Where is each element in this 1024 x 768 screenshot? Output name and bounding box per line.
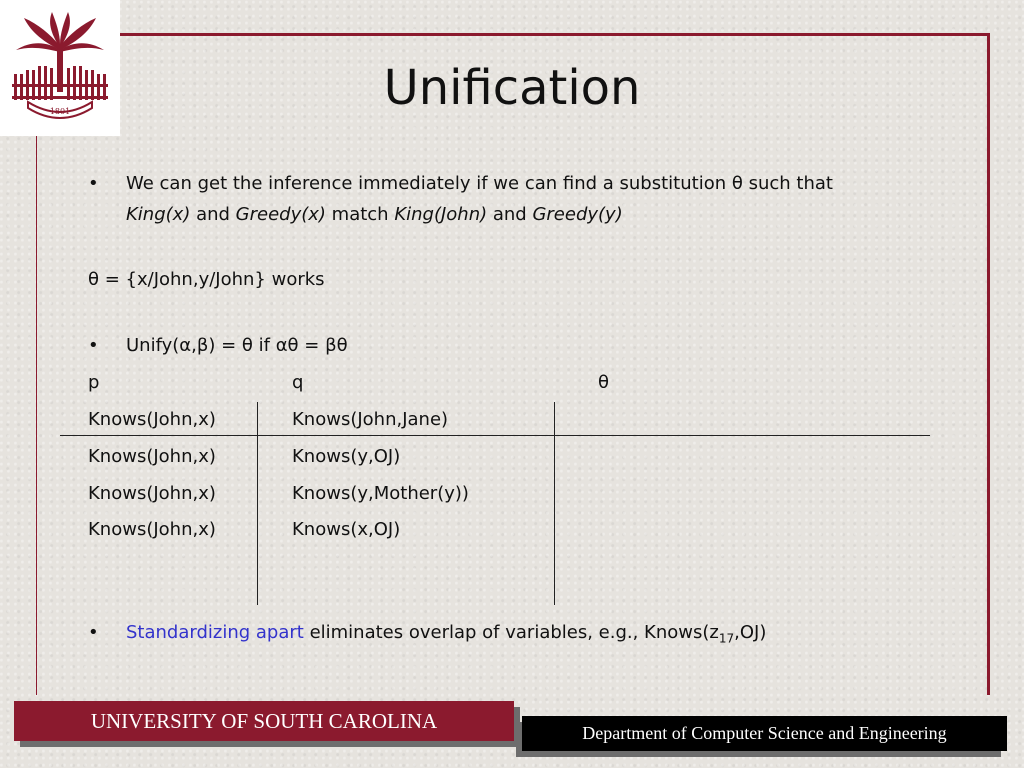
bullet3-subscript: 17 [718,631,735,646]
bullet1-line1: We can get the inference immediately if we can find a substitution θ such that [126,173,833,194]
table-divider-2 [554,402,555,605]
table-divider-1 [257,402,258,605]
table-header-q: q [292,372,304,393]
expr-greedy-y: Greedy(y) [532,204,623,225]
theta-works-line: θ = {x/John,y/John} works [88,269,325,290]
bullet3-end: ,OJ) [734,622,767,643]
table-cell-p: Knows(John,x) [88,446,216,467]
table-cell-q: Knows(John,Jane) [292,409,449,430]
table-header-p: p [88,372,100,393]
footer-department: Department of Computer Science and Engineering [522,716,1007,751]
bullet-marker: • [88,173,99,194]
bullet1-line2 [126,204,623,225]
bullet3-rest: eliminates overlap of variables, e.g., Knows(z [303,622,719,643]
table-cell-p: Knows(John,x) [88,483,216,504]
slide-title: Unification [383,60,641,116]
bullet-marker: • [88,622,99,643]
table-cell-p: Knows(John,x) [88,409,216,430]
table-cell-p: Knows(John,x) [88,519,216,540]
expr-king-john: King(John) [394,204,488,225]
text-match: match [325,204,395,225]
expr-greedy-x: Greedy(x) [235,204,326,225]
table-header-theta: θ [598,372,610,393]
bullet-marker: • [88,335,99,356]
logo-year: 1801 [49,107,71,116]
table-row-separator [60,435,930,436]
slide-frame [36,33,990,695]
unify-definition: Unify(α,β) = θ if αθ = βθ [126,335,348,356]
table-cell-q: Knows(y,OJ) [292,446,401,467]
table-cell-q: Knows(x,OJ) [292,519,401,540]
standardizing-apart-link[interactable]: Standardizing apart [126,622,304,643]
bullet3-line [126,622,766,646]
text-and-1: and [190,204,236,225]
table-cell-q: Knows(y,Mother(y)) [292,483,469,504]
text-and-2: and [487,204,533,225]
expr-king-x: King(x) [126,204,191,225]
footer-university: UNIVERSITY OF SOUTH CAROLINA [14,701,514,741]
